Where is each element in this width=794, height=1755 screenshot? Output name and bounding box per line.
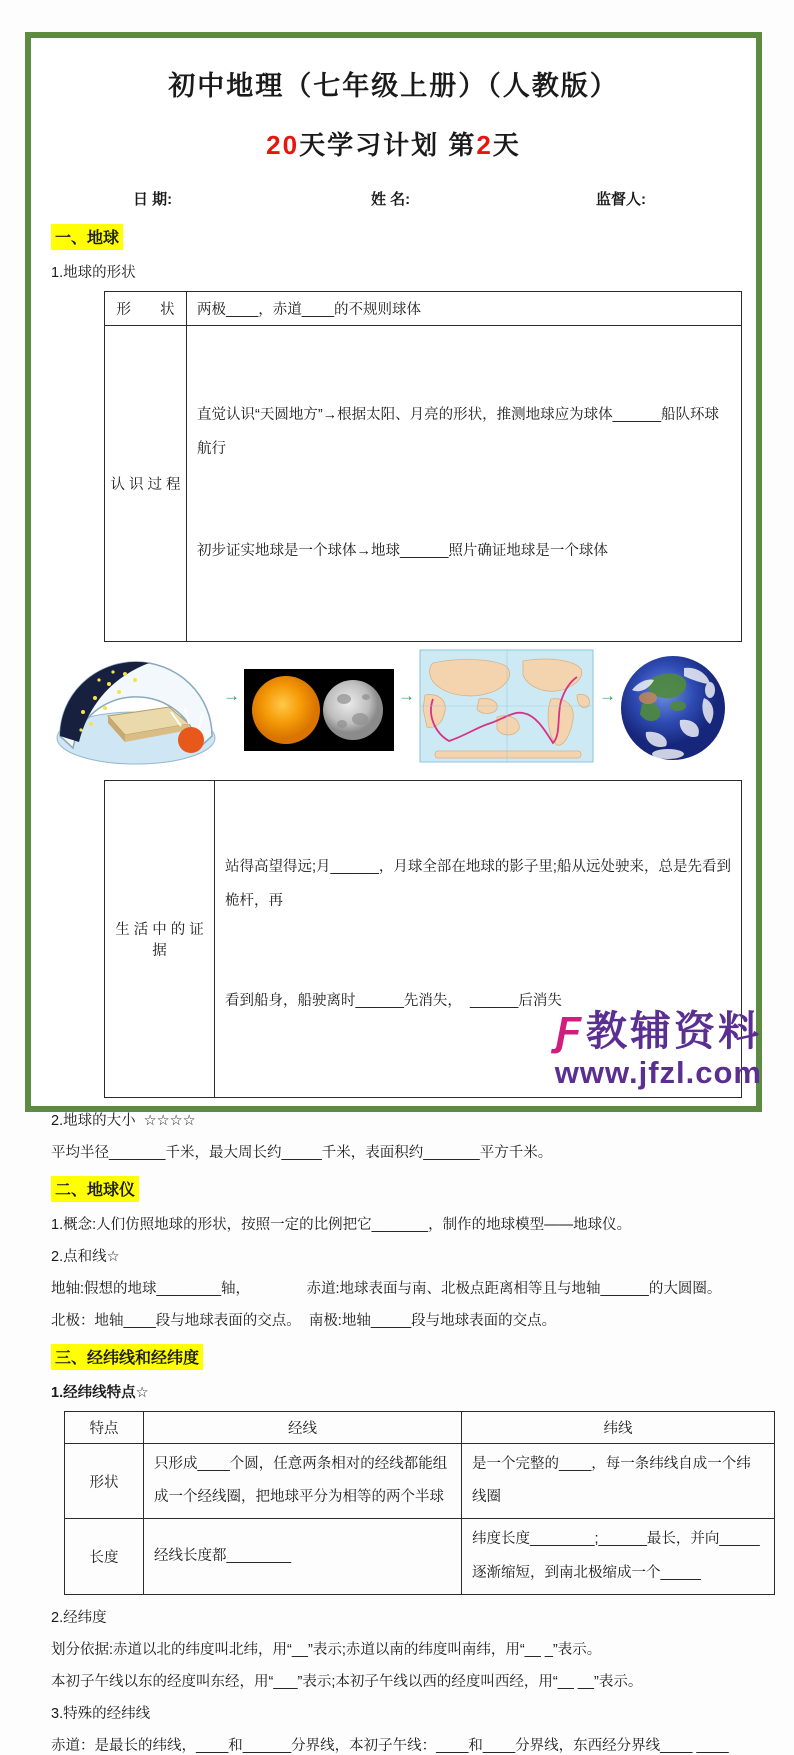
column-header: 纬线: [462, 1411, 775, 1443]
parallel-length-cell: 纬度长度________;______最长，并向_____逐渐缩短，到南北极缩成一个_____: [462, 1519, 775, 1595]
earth-size-line: 平均半径_______千米，最大周长约_____千米，表面积约_______平方千米。: [51, 1144, 553, 1161]
page-title: 初中地理（七年级上册）（人教版）: [168, 71, 619, 101]
meridian-parallel-table: [64, 1411, 775, 1595]
row-label: 形状: [65, 1443, 144, 1519]
table-row: [65, 1519, 775, 1595]
watermark-brand: [555, 1010, 762, 1053]
page-subtitle: [51, 125, 736, 162]
column-header: 经线: [144, 1411, 462, 1443]
table-row: [105, 292, 742, 326]
meridian-shape-cell: 只形成____个圆，任意两条相对的经线都能组成一个经线圈，把地球平分为相等的两个半球: [144, 1443, 462, 1519]
section2-heading: 二、地球仪: [51, 1176, 139, 1202]
evidence-line-1: 站得高望得远;月______，月球全部在地球的影子里;船从远处驶来，总是先看到桅杆，再: [225, 859, 731, 909]
earth-photo-image: [620, 654, 726, 766]
poles-line: 北极：地轴____段与地球表面的交点。 南极:地轴_____段与地球表面的交点。: [51, 1312, 557, 1329]
latitude-division-line: 划分依据:赤道以北的纬度叫北纬，用“__”表示;赤道以南的纬度叫南纬，用“__ _”表示。: [51, 1642, 602, 1659]
table-row: [105, 326, 742, 642]
evidence-label: 生 活 中 的 证 据: [105, 780, 215, 1097]
voyage-route-map-image: [419, 649, 595, 771]
arrow-icon: →: [223, 685, 240, 705]
subtitle-suffix: 天: [492, 130, 521, 160]
day-number: 2: [476, 130, 493, 160]
meta-row: [51, 188, 736, 210]
sun-moon-image: [244, 669, 394, 751]
process-line-1: 直觉认识“天圆地方”→根据太阳、月亮的形状，推测地球应为球体______船队环球航行: [197, 407, 720, 458]
process-line-2: 初步证实地球是一个球体→地球______照片确证地球是一个球体: [197, 543, 608, 560]
watermark-f-logo: Ƒ: [555, 1008, 584, 1054]
points-lines-item: 2.点和线☆: [51, 1248, 120, 1265]
process-row-label: 认 识 过 程: [105, 326, 187, 642]
illustration-row: [53, 648, 736, 772]
table-header-row: [65, 1411, 775, 1443]
section1-heading: 一、地球: [51, 224, 123, 250]
section3-item2: 2.经纬度: [51, 1610, 107, 1627]
arrow-icon: →: [599, 685, 616, 705]
shape-row-label: 形 状: [105, 292, 187, 326]
section3-item3: 3.特殊的经纬线: [51, 1706, 151, 1723]
row-label: 长度: [65, 1519, 144, 1595]
watermark: [555, 1010, 762, 1090]
axis-equator-line: 地轴:假想的地球________轴， 赤道:地球表面与南、北极点距离相等且与地轴______的大圆圈。: [51, 1280, 722, 1297]
table-row: [65, 1443, 775, 1519]
day-count: 20: [266, 130, 300, 160]
subtitle-text: 天学习计划 第: [299, 130, 477, 160]
watermark-brand-text: 教辅资料: [586, 1008, 762, 1054]
column-header: 特点: [65, 1411, 144, 1443]
earth-shape-table: [104, 291, 742, 642]
section3-item1: 1.经纬线特点☆: [51, 1384, 149, 1401]
name-label: 姓 名:: [371, 191, 411, 208]
shape-row-content: 两极____，赤道____的不规则球体: [187, 292, 742, 326]
special-lines-line: 赤道：是最长的纬线，____和______分界线，本初子午线：____和____分界线，东西经分界线____ ____: [51, 1738, 729, 1755]
section3-heading: 三、经纬线和经纬度: [51, 1344, 203, 1370]
parallel-shape-cell: 是一个完整的____，每一条纬线自成一个纬线圈: [462, 1443, 775, 1519]
watermark-url: www.jfzl.com: [554, 1055, 762, 1091]
process-row-content: [187, 326, 742, 642]
sky-dome-flat-earth-image: [53, 650, 219, 770]
worksheet-page: [25, 32, 762, 1755]
section1-item1: 1.地球的形状: [51, 265, 136, 281]
arrow-icon: →: [398, 685, 415, 705]
supervisor-label: 监督人:: [596, 191, 646, 208]
evidence-line-2: 看到船身，船驶离时______先消失， ______后消失: [225, 992, 562, 1009]
meridian-length-cell: 经线长度都________: [144, 1519, 462, 1595]
date-label: 日 期:: [133, 191, 173, 208]
section1-item2: 2.地球的大小 ☆☆☆☆: [51, 1112, 196, 1129]
longitude-division-line: 本初子午线以东的经度叫东经，用“___”表示;本初子午线以西的经度叫西经，用“__ __”表示。: [51, 1674, 643, 1691]
globe-concept-line: 1.概念:人们仿照地球的形状，按照一定的比例把它_______，制作的地球模型——地球仪。: [51, 1216, 632, 1233]
